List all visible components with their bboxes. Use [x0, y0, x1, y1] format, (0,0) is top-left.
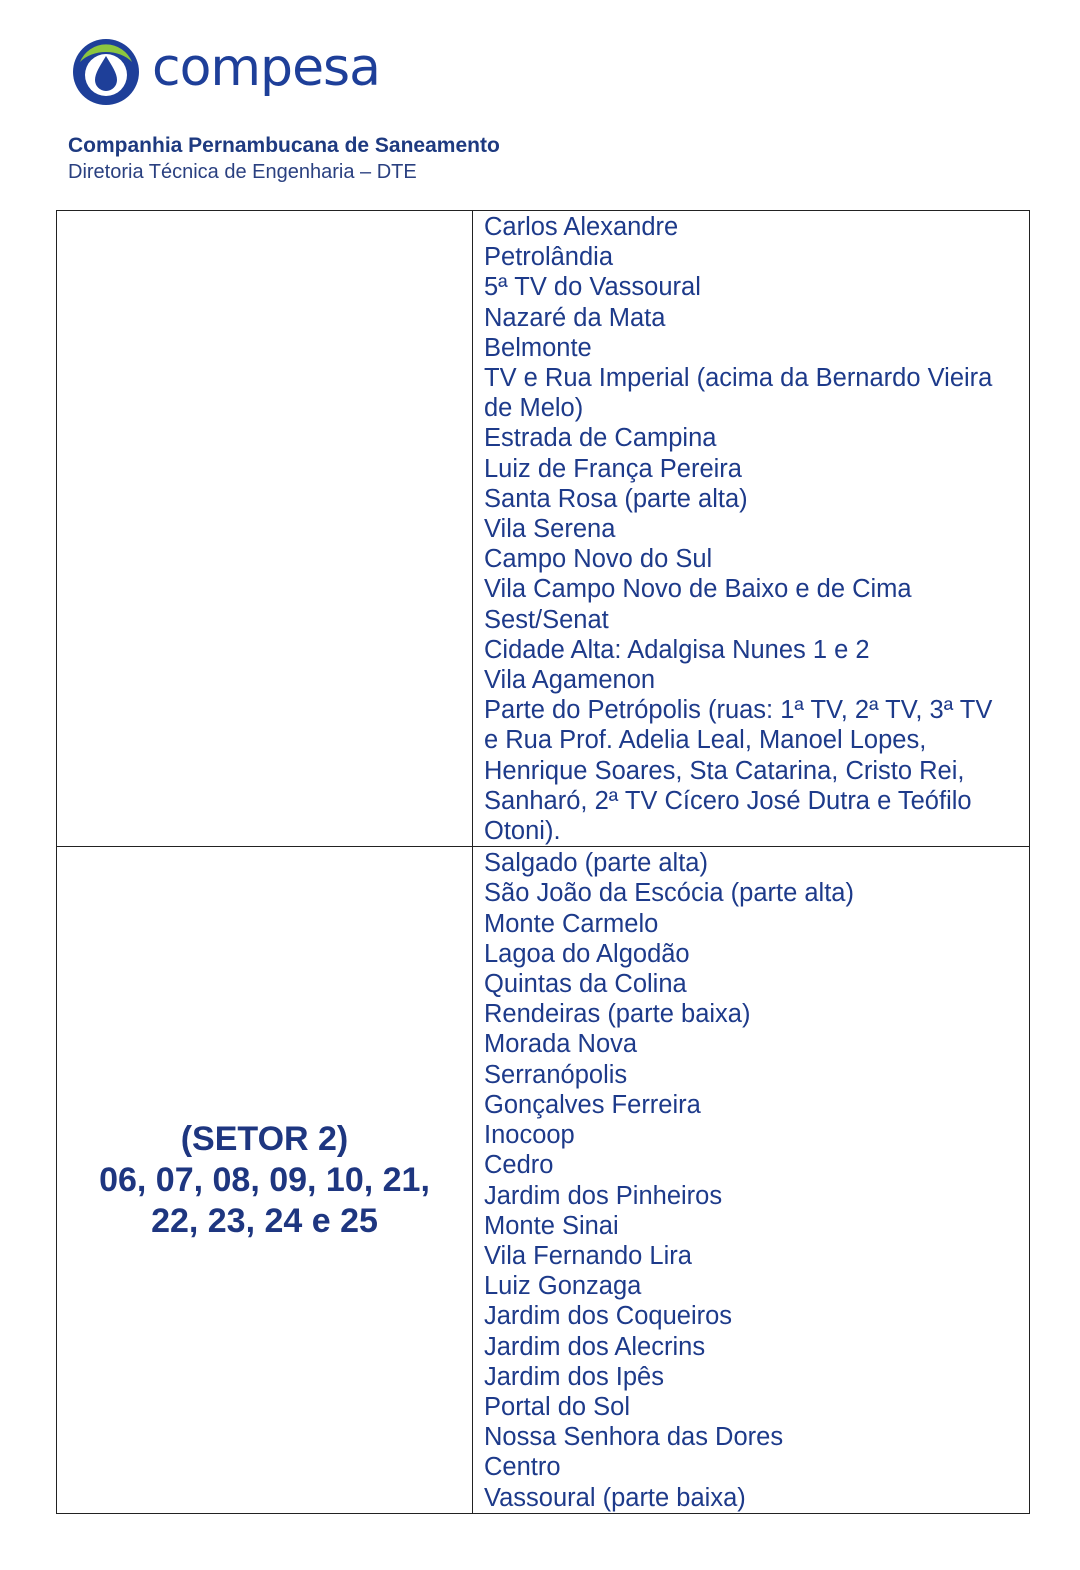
sector-cell	[57, 211, 473, 847]
neighborhood-item: Inocoop	[484, 1121, 575, 1150]
neighborhood-item: Vila Campo Novo de Baixo e de Cima	[484, 575, 912, 604]
division-name: Diretoria Técnica de Engenharia – DTE	[68, 161, 417, 183]
neighborhood-item: Santa Rosa (parte alta)	[484, 484, 748, 513]
neighborhood-item: Belmonte	[484, 333, 592, 362]
neighborhood-item: Jardim dos Alecrins	[484, 1332, 706, 1361]
neighborhood-item: Vassoural (parte baixa)	[484, 1483, 746, 1512]
neighborhood-item: Parte do Petrópolis (ruas: 1ª TV, 2ª TV, 3ª TV	[484, 696, 993, 725]
neighborhood-item: Quintas da Colina	[484, 970, 687, 999]
neighborhood-item: Henrique Soares, Sta Catarina, Cristo Rei,	[484, 756, 965, 785]
neighborhood-item: Cidade Alta: Adalgisa Nunes 1 e 2	[484, 635, 870, 664]
neighborhood-item: Vila Agamenon	[484, 666, 656, 695]
sector-cell	[57, 847, 473, 1513]
neighborhood-item: Nazaré da Mata	[484, 303, 666, 332]
neighborhood-item: TV e Rua Imperial (acima da Bernardo Vieira	[484, 364, 993, 393]
neighborhood-item: Cedro	[484, 1151, 554, 1180]
neighborhood-item: de Melo)	[484, 394, 584, 423]
water-drop-logo-icon	[70, 36, 142, 108]
neighborhood-item: 5ª TV do Vassoural	[484, 273, 701, 302]
neighborhood-item: Salgado (parte alta)	[484, 849, 708, 878]
logo-wordmark: compesa	[152, 38, 381, 98]
neighborhood-item: Vila Serena	[484, 515, 616, 544]
neighborhood-item: Luiz de França Pereira	[484, 454, 742, 483]
neighborhood-item: Otoni).	[484, 817, 561, 846]
neighborhood-item: Monte Sinai	[484, 1211, 619, 1240]
neighborhood-item: Petrolândia	[484, 243, 614, 272]
neighborhood-item: Jardim dos Coqueiros	[484, 1302, 733, 1331]
neighborhood-item: Jardim dos Ipês	[484, 1362, 664, 1391]
neighborhood-item: Luiz Gonzaga	[484, 1272, 642, 1301]
sector-label-line: 22, 23, 24 e 25	[151, 1201, 378, 1240]
neighborhood-list	[484, 212, 1019, 846]
neighborhood-item: São João da Escócia (parte alta)	[484, 879, 854, 908]
neighborhood-item: Estrada de Campina	[484, 424, 717, 453]
neighborhood-item: e Rua Prof. Adelia Leal, Manoel Lopes,	[484, 726, 927, 755]
neighborhood-item: Monte Carmelo	[484, 909, 659, 938]
neighborhood-item: Sest/Senat	[484, 605, 609, 634]
neighborhood-item: Rendeiras (parte baixa)	[484, 1000, 751, 1029]
table-row	[57, 211, 1030, 847]
compesa-logo	[70, 36, 400, 108]
neighborhood-item: Carlos Alexandre	[484, 213, 679, 241]
neighborhood-item: Centro	[484, 1453, 561, 1482]
neighborhood-item: Morada Nova	[484, 1030, 638, 1059]
company-name: Companhia Pernambucana de Saneamento	[68, 134, 500, 157]
sector-table	[56, 210, 1030, 1514]
neighborhood-item: Serranópolis	[484, 1060, 628, 1089]
neighborhood-item: Gonçalves Ferreira	[484, 1090, 701, 1119]
neighborhood-item: Jardim dos Pinheiros	[484, 1181, 723, 1210]
neighborhood-item: Sanharó, 2ª TV Cícero José Dutra e Teófilo	[484, 786, 972, 815]
neighborhood-item: Portal do Sol	[484, 1392, 631, 1421]
neighborhood-list-cell	[473, 847, 1030, 1513]
neighborhood-item: Vila Fernando Lira	[484, 1241, 692, 1270]
neighborhood-item: Nossa Senhora das Dores	[484, 1423, 784, 1452]
neighborhood-item: Lagoa do Algodão	[484, 939, 690, 968]
neighborhood-item: Campo Novo do Sul	[484, 545, 713, 574]
neighborhood-list-cell	[473, 211, 1030, 847]
neighborhood-list	[484, 848, 1019, 1512]
sector-label-line: (SETOR 2)	[180, 1119, 349, 1158]
sector-label-line: 06, 07, 08, 09, 10, 21,	[99, 1160, 430, 1199]
table-row	[57, 847, 1030, 1513]
